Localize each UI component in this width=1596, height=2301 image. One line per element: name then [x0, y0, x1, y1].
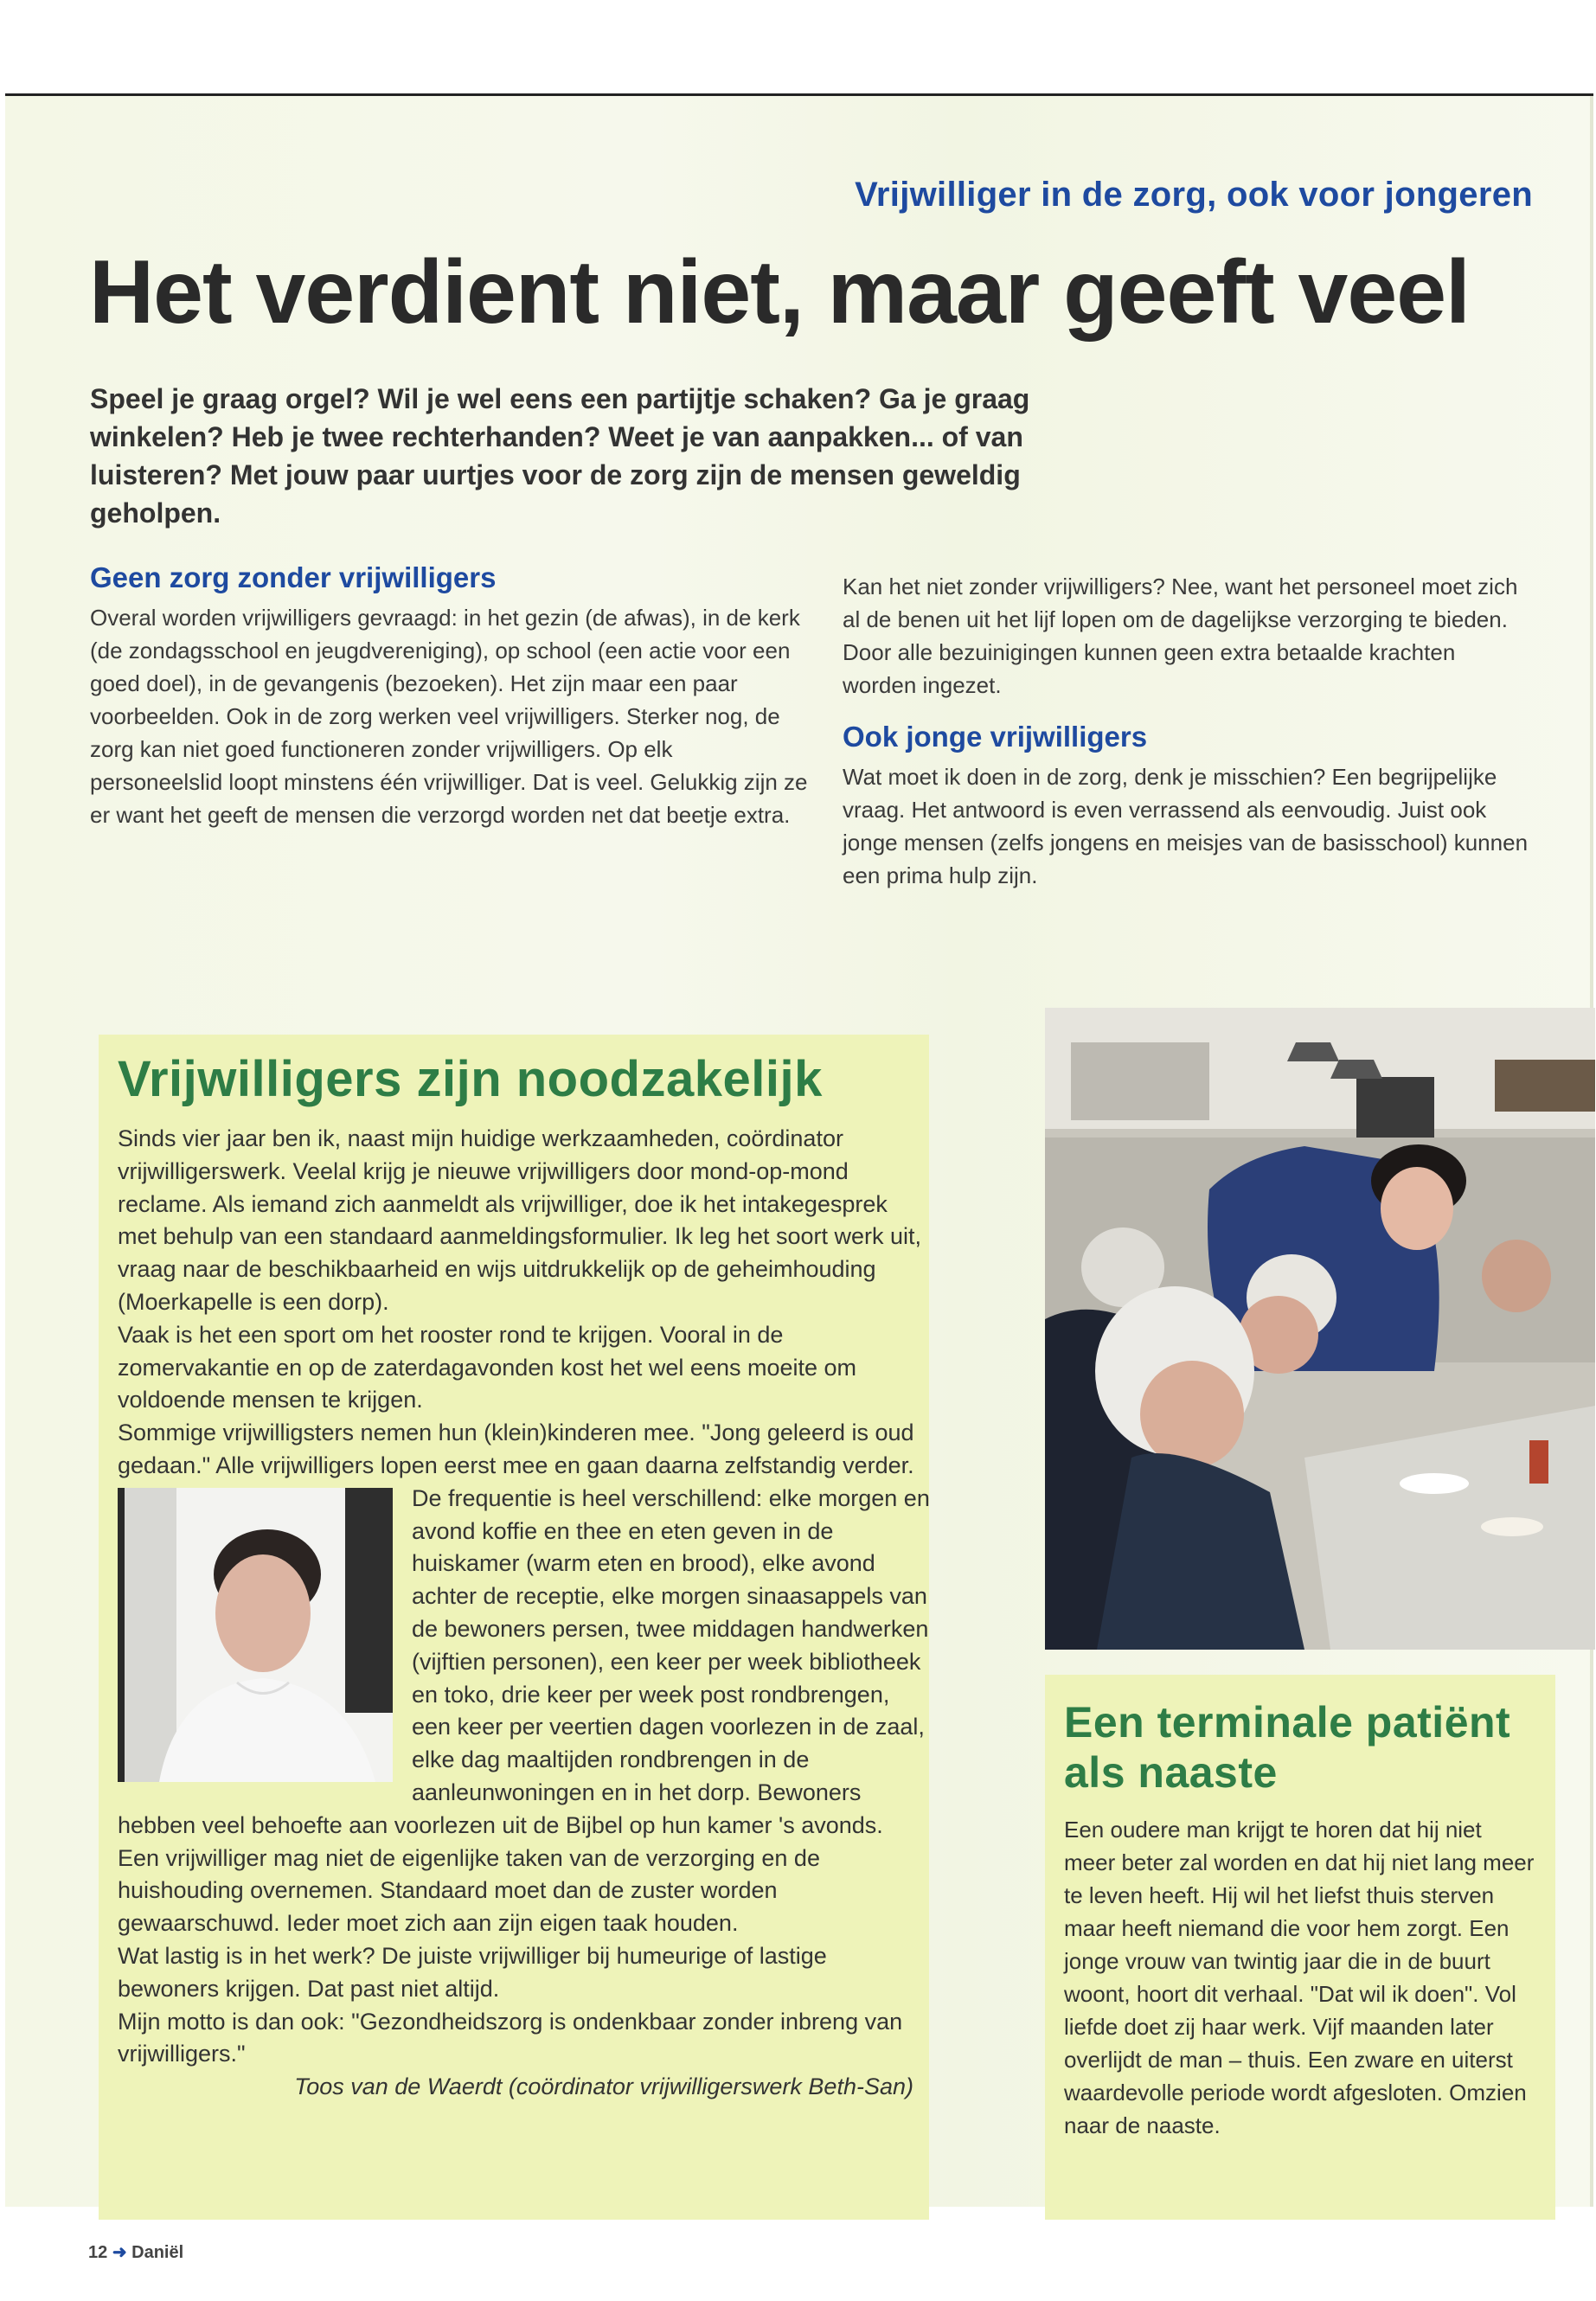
sidebar-heading: Vrijwilligers zijn noodzakelijk: [118, 1051, 823, 1107]
section-heading: Geen zorg zonder vrijwilligers: [90, 561, 497, 593]
sidebar-signature: Toos van de Waerdt (coördinator vrijwilligerswerk Beth-San): [294, 2073, 913, 2100]
sidebar-paragraph: De frequentie is heel verschillend: elke morgen en avond koffie en thee en eten geven in de huiskamer (warm eten en brood), elke avond achter de receptie, elke morgen sinaasappels van de bewoners persen, twee middagen handwerken (vijftien personen), een keer per week bibliotheek en toko, drie keer per week post rondbrengen, een keer per veertien dagen voorlezen in de zaal, elke dag maaltijden rondbrengen in de aanleunwoningen en in het dorp. Bewoners hebben veel behoefte aan voorlezen uit de Bijbel op hun kamer 's avonds.: [118, 1484, 930, 1838]
portrait-photo: [118, 1488, 393, 1782]
sidebar-text: [118, 1123, 931, 2104]
sidebar-box-coordinator: [99, 1035, 929, 2220]
section-heading: Ook jonge vrijwilligers: [843, 721, 1148, 753]
care-home-image: [1045, 1008, 1595, 1650]
column-left: [90, 561, 808, 831]
article-headline: Het verdient niet, maar geeft veel: [89, 242, 1470, 343]
magazine-name: Daniël: [131, 2243, 184, 2262]
page-footer: [88, 2241, 183, 2263]
arrow-right-icon: ➜: [112, 2243, 127, 2262]
sidebar-paragraph: Wat lastig is in het werk? De juiste vrijwilliger bij humeurige of lastige bewoners krijgen. Dat past niet altijd.: [118, 1942, 827, 2002]
column-right: [843, 570, 1535, 892]
sidebar-body: Een oudere man krijgt te horen dat hij niet meer beter zal worden en dat hij niet lang meer te leven heeft. Hij wil het liefst thuis sterven maar heeft niemand die voor hem zorgt. Een jonge vrouw van twintig jaar die in de buurt woont, hoort dit verhaal. "Dat wil ik doen". Vol liefde doet zij haar werk. Vijf maanden later overlijdt de man – thuis. Een zware en uiterst waardevolle periode wordt afgesloten. Omzien naar de naaste.: [1064, 1817, 1535, 2138]
sidebar-heading: Een terminale patiënt als naaste: [1064, 1698, 1511, 1797]
sidebar-paragraph: Vaak is het een sport om het rooster rond te krijgen. Vooral in de zomervakantie en op de zaterdagavonden kost het wel eens moeite om voldoende mensen te krijgen.: [118, 1321, 857, 1413]
section-body: Overal worden vrijwilligers gevraagd: in het gezin (de afwas), in de kerk (de zondagsschool en jeugdvereniging), op school (een actie voor een goed doel), in de gevangenis (bezoeken). Het zijn maar een paar voorbeelden. Ook in de zorg werken veel vrijwilligers. Sterker nog, de zorg kan niet goed functioneren zonder vrijwilligers. Op elk personeelslid loopt minstens één vrijwilliger. Dat is veel. Gelukkig zijn ze er want het geeft de mensen die verzorgd worden net dat beetje extra.: [90, 605, 808, 828]
sidebar-paragraph: Sinds vier jaar ben ik, naast mijn huidige werkzaamheden, coördinator vrijwilligerswerk. Veelal krijg je nieuwe vrijwilligers door mond-op-mond reclame. Als iemand zich aanmeldt als vrijwilliger, doe ik het intakegesprek met behulp van een standaard aanmeldingsformulier. Ik leg het soort werk uit, vraag naar de beschikbaarheid en wijs uitdrukkelijk op de geheimhouding (Moerkapelle is een dorp).: [118, 1125, 922, 1315]
section-body: Wat moet ik doen in de zorg, denk je misschien? Een begrijpelijke vraag. Het antwoord is even verrassend als eenvoudig. Juist ook jonge mensen (zelfs jongens en meisjes van de basisschool) kunnen een prima hulp zijn.: [843, 764, 1529, 888]
page-number: 12: [88, 2243, 108, 2262]
portrait-image: [125, 1488, 393, 1782]
care-home-photo: [1045, 1008, 1595, 1650]
sidebar-paragraph: Een vrijwilliger mag niet de eigenlijke taken van de verzorging en de huishouding overnemen. Standaard moet dan de zuster worden gewaarschuwd. Ieder moet zich aan zijn eigen taak houden.: [118, 1844, 820, 1937]
section-body: Kan het niet zonder vrijwilligers? Nee, want het personeel moet zich al de benen uit het lijf lopen om de dagelijkse verzorging te bieden. Door alle bezuinigingen kunnen geen extra betaalde krachten worden ingezet.: [843, 574, 1518, 698]
sidebar-paragraph: Sommige vrijwilligsters nemen hun (klein)kinderen mee. "Jong geleerd is oud gedaan." Alle vrijwilligers lopen eerst mee en gaan daarna zelfstandig verder.: [118, 1420, 914, 1478]
magazine-page: [5, 93, 1593, 2262]
article-kicker: Vrijwilliger in de zorg, ook voor jongeren: [855, 176, 1533, 214]
article-intro: Speel je graag orgel? Wil je wel eens een partijtje schaken? Ga je graag winkelen? Heb je twee rechterhanden? Weet je van aanpakken... of van luisteren? Met jouw paar uurtjes voor de zorg zijn de mensen geweldig geholpen.: [90, 383, 1030, 529]
sidebar-box-terminal-patient: [1045, 1675, 1555, 2220]
sidebar-paragraph: Mijn motto is dan ook: "Gezondheidszorg is ondenkbaar zonder inbreng van vrijwilligers.": [118, 2008, 903, 2067]
